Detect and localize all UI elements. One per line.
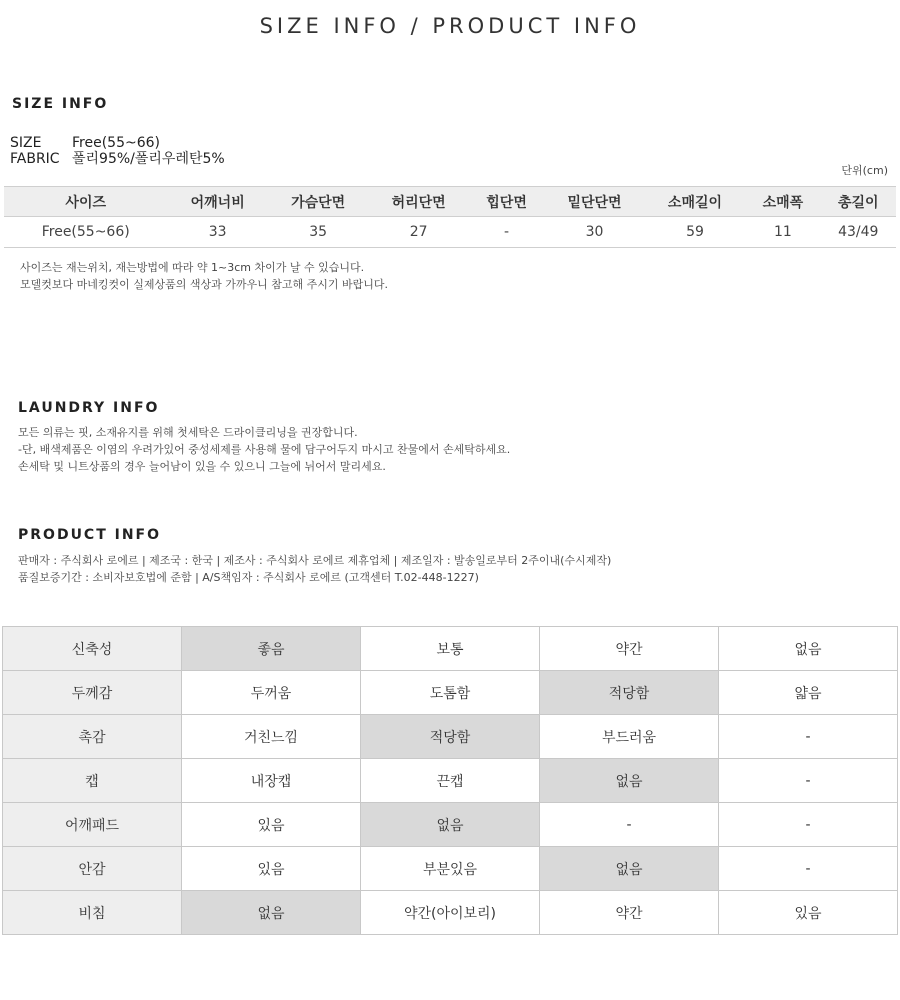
feel-option: 얇음 xyxy=(719,671,898,715)
feel-option: 있음 xyxy=(719,891,898,935)
laundry-line: -단, 배색제품은 이염의 우려가있어 중성세제를 사용해 물에 담구어두지 마시고 찬물에서 손세탁하세요. xyxy=(18,443,511,456)
size-table-header-row xyxy=(4,187,896,217)
feel-row-label: 캡 xyxy=(3,759,182,803)
size-table xyxy=(4,186,896,248)
feel-option: 끈캡 xyxy=(361,759,540,803)
product-info-heading: PRODUCT INFO xyxy=(18,527,162,543)
feel-option: 약간(아이보리) xyxy=(361,891,540,935)
feel-row-label: 두께감 xyxy=(3,671,182,715)
feel-table xyxy=(2,626,898,935)
feel-table-row xyxy=(3,891,898,935)
feel-option: - xyxy=(540,803,719,847)
size-value: Free(55~66) xyxy=(72,135,160,151)
product-line: 판매자 : 주식회사 로에르 | 제조국 : 한국 | 제조사 : 주식회사 로에르 제휴업체 | 제조일자 : 발송일로부터 2주이내(수시제작) xyxy=(18,554,612,567)
feel-option: 부분있음 xyxy=(361,847,540,891)
size-table-header: 힙단면 xyxy=(469,187,544,217)
feel-table-row xyxy=(3,803,898,847)
feel-option: 있음 xyxy=(182,803,361,847)
fabric-value: 폴리95%/폴리우레탄5% xyxy=(72,151,225,167)
feel-option: - xyxy=(719,759,898,803)
size-table-header: 어깨너비 xyxy=(167,187,267,217)
feel-row-label: 어깨패드 xyxy=(3,803,182,847)
feel-option: 약간 xyxy=(540,891,719,935)
feel-option: 보통 xyxy=(361,627,540,671)
product-notes xyxy=(18,552,611,586)
size-table-cell: 59 xyxy=(645,217,745,248)
feel-option-selected: 적당함 xyxy=(361,715,540,759)
feel-table-row xyxy=(3,715,898,759)
feel-option: 있음 xyxy=(182,847,361,891)
feel-option-selected: 적당함 xyxy=(540,671,719,715)
feel-row-label: 안감 xyxy=(3,847,182,891)
feel-option: 약간 xyxy=(540,627,719,671)
laundry-notes xyxy=(18,424,510,475)
feel-option: - xyxy=(719,847,898,891)
size-spec xyxy=(10,135,160,151)
size-table-cell: Free(55~66) xyxy=(4,217,167,248)
size-table-header: 사이즈 xyxy=(4,187,167,217)
size-info-heading: SIZE INFO xyxy=(12,96,109,112)
feel-option-selected: 좋음 xyxy=(182,627,361,671)
feel-table-row xyxy=(3,847,898,891)
feel-option: 거친느낌 xyxy=(182,715,361,759)
size-table-row xyxy=(4,217,896,248)
size-table-cell: 11 xyxy=(745,217,820,248)
page-title: SIZE INFO / PRODUCT INFO xyxy=(259,14,641,38)
feel-table-row xyxy=(3,671,898,715)
size-note: 사이즈는 재는위치, 재는방법에 따라 약 1~3cm 차이가 날 수 있습니다. xyxy=(20,261,365,274)
laundry-line: 손세탁 및 니트상품의 경우 늘어남이 있을 수 있으니 그늘에 뉘어서 말리세요. xyxy=(18,460,386,473)
product-line: 품질보증기간 : 소비자보호법에 준함 | A/S책임자 : 주식회사 로에르 (고객센터 T.02-448-1227) xyxy=(18,571,479,584)
size-notes xyxy=(20,259,388,293)
size-table-header: 소매폭 xyxy=(745,187,820,217)
laundry-info-heading: LAUNDRY INFO xyxy=(18,400,160,416)
feel-option: 부드러움 xyxy=(540,715,719,759)
size-table-header: 총길이 xyxy=(821,187,896,217)
size-table-header: 밑단단면 xyxy=(544,187,644,217)
feel-option: - xyxy=(719,803,898,847)
feel-option-selected: 없음 xyxy=(540,759,719,803)
size-table-cell: 30 xyxy=(544,217,644,248)
size-table-cell: 43/49 xyxy=(821,217,896,248)
feel-row-label: 촉감 xyxy=(3,715,182,759)
size-table-header: 허리단면 xyxy=(368,187,468,217)
feel-option-selected: 없음 xyxy=(361,803,540,847)
unit-label: 단위(cm) xyxy=(841,164,888,177)
laundry-line: 모든 의류는 핏, 소재유지를 위해 첫세탁은 드라이클리닝을 권장합니다. xyxy=(18,426,358,439)
size-table-cell: 35 xyxy=(268,217,368,248)
feel-option: - xyxy=(719,715,898,759)
feel-option-selected: 없음 xyxy=(540,847,719,891)
feel-option: 두꺼움 xyxy=(182,671,361,715)
size-table-cell: 33 xyxy=(167,217,267,248)
size-table-cell: 27 xyxy=(368,217,468,248)
feel-option: 도톰함 xyxy=(361,671,540,715)
feel-option: 내장캡 xyxy=(182,759,361,803)
feel-table-row xyxy=(3,627,898,671)
size-label: SIZE xyxy=(10,135,42,151)
feel-row-label: 신축성 xyxy=(3,627,182,671)
feel-row-label: 비침 xyxy=(3,891,182,935)
fabric-label: FABRIC xyxy=(10,151,60,167)
feel-option-selected: 없음 xyxy=(182,891,361,935)
size-note: 모델컷보다 마네킹컷이 실제상품의 색상과 가까우니 참고해 주시기 바랍니다. xyxy=(20,278,389,291)
size-table-header: 가슴단면 xyxy=(268,187,368,217)
feel-option: 없음 xyxy=(719,627,898,671)
fabric-spec xyxy=(10,151,225,167)
feel-table-row xyxy=(3,759,898,803)
size-table-header: 소매길이 xyxy=(645,187,745,217)
size-table-cell: - xyxy=(469,217,544,248)
